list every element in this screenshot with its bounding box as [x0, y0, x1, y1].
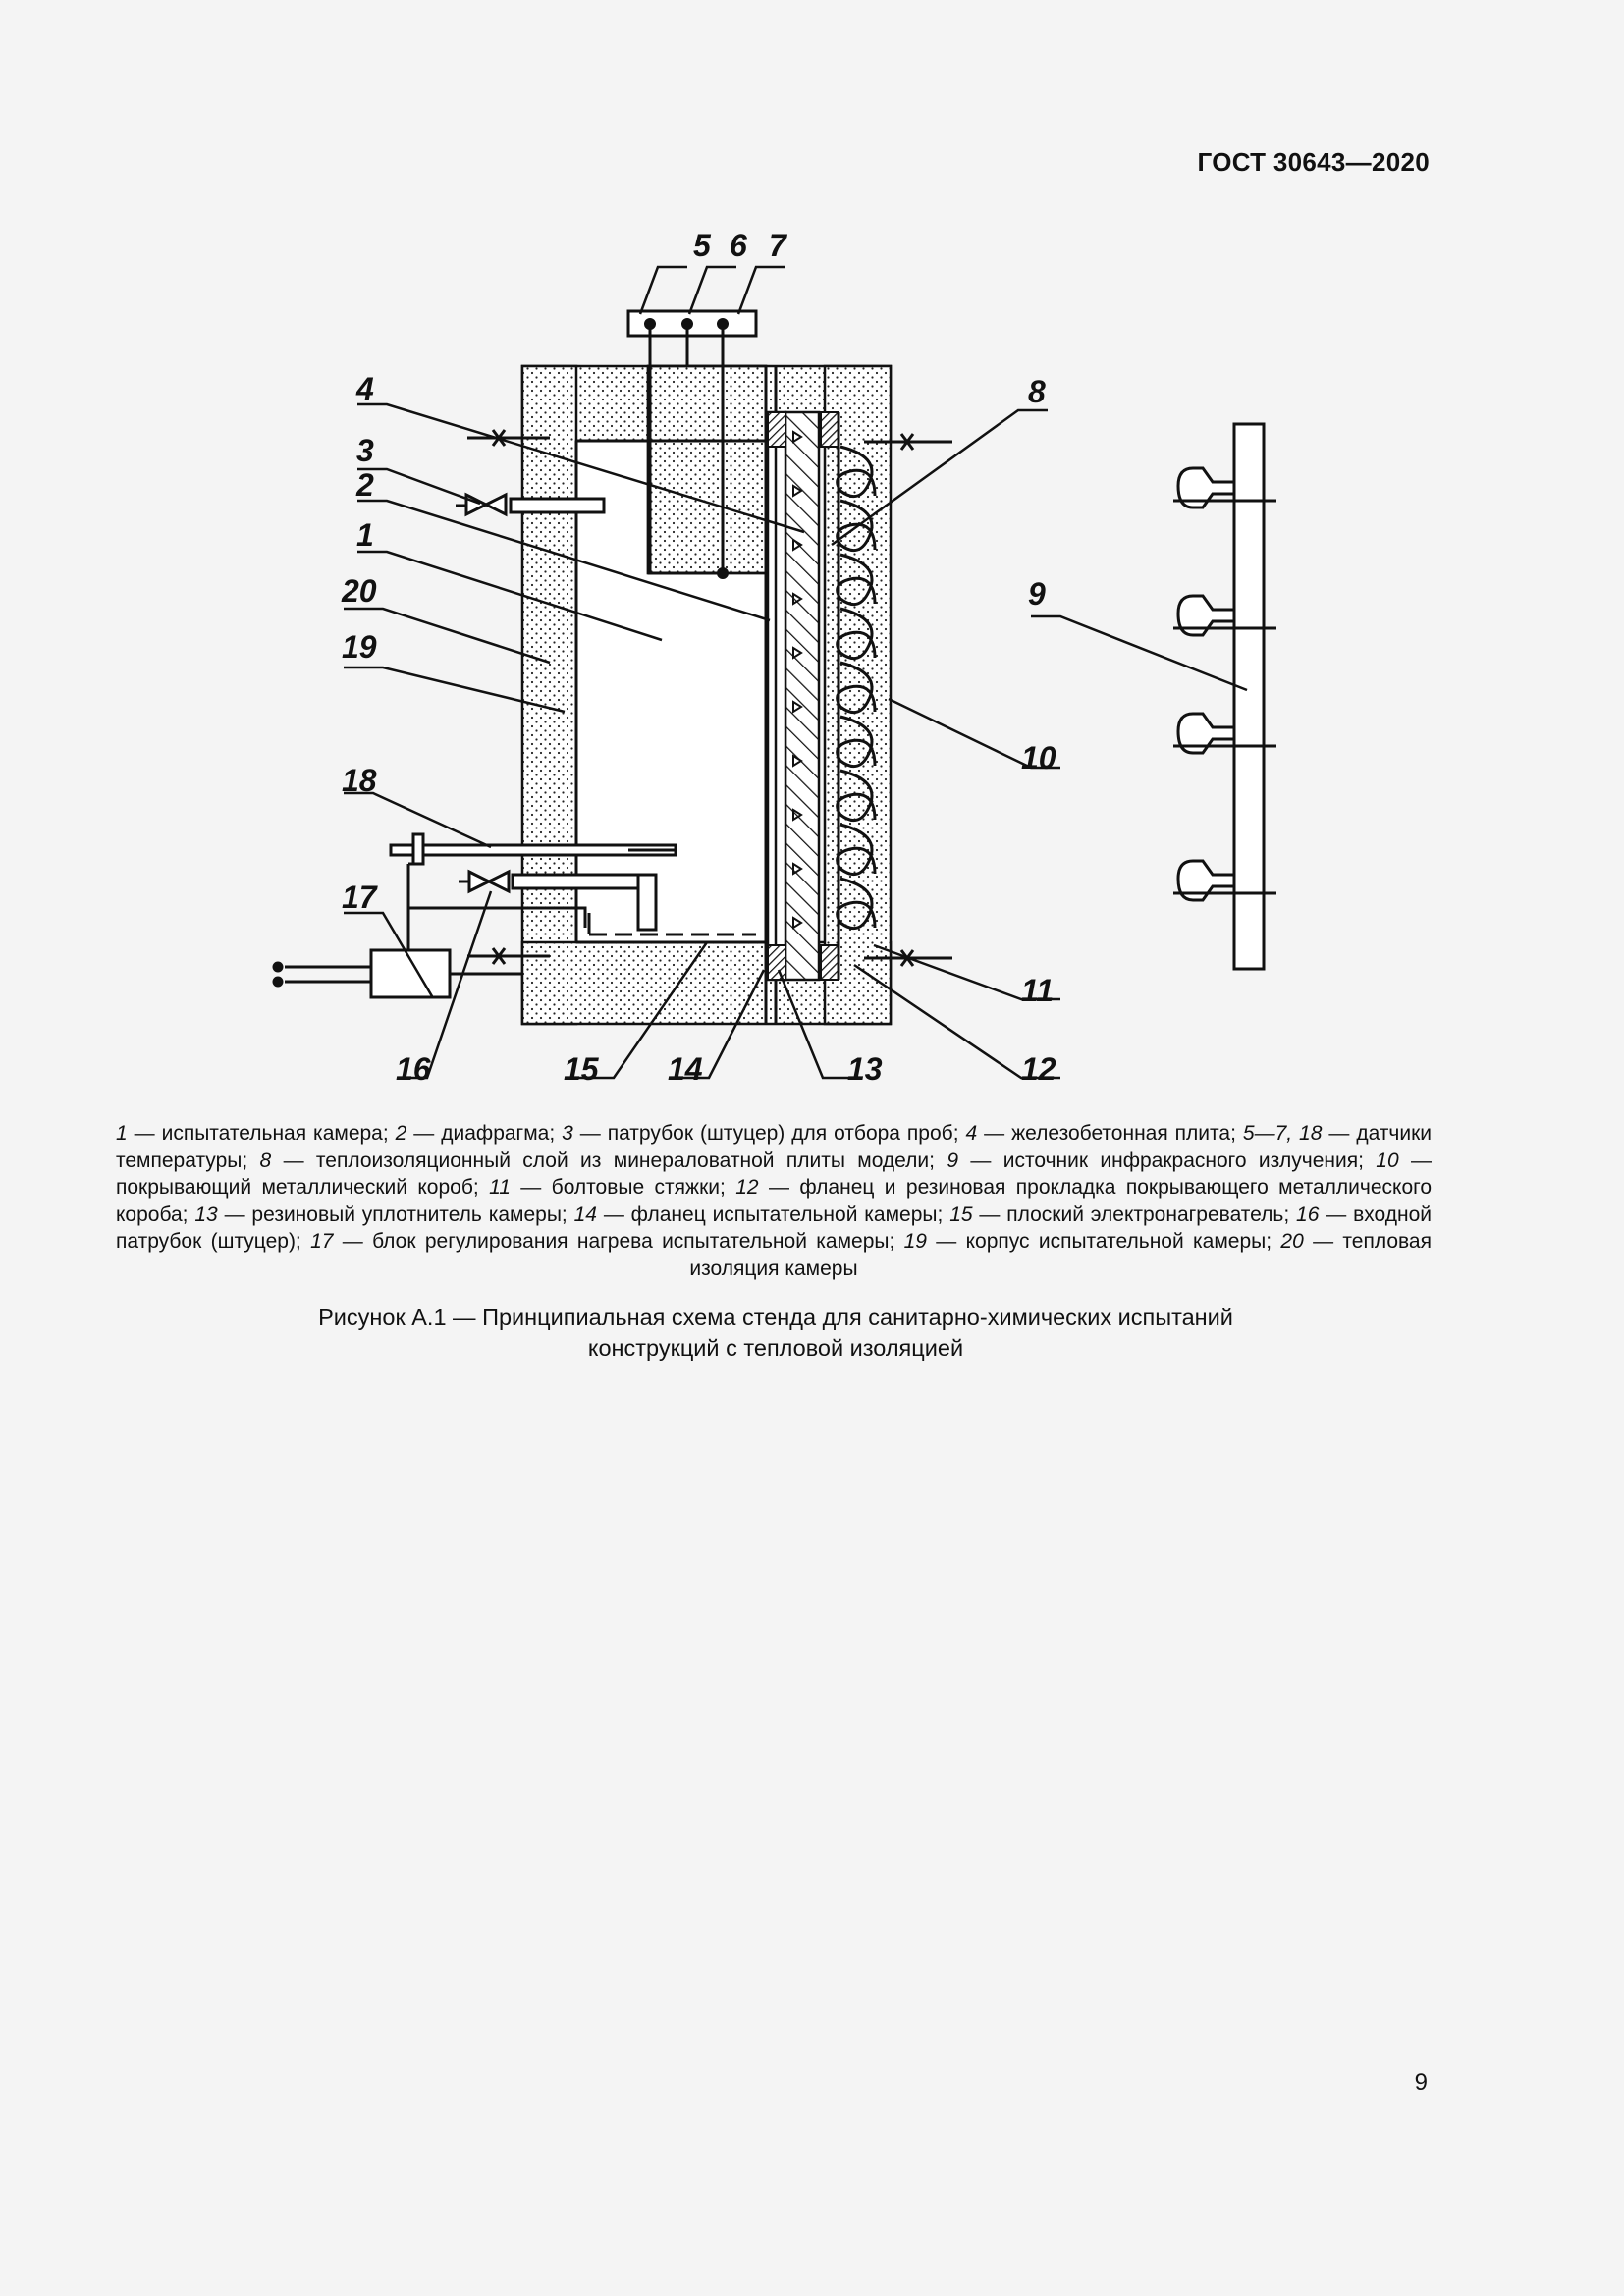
callout-10: 10	[1021, 740, 1056, 775]
callout-1: 1	[356, 517, 374, 553]
legend-item: 19 — корпус испытательной камеры;	[903, 1230, 1281, 1253]
infrared-source	[1173, 424, 1276, 969]
callout-8: 8	[1028, 374, 1046, 409]
callout-7: 7	[769, 228, 786, 263]
test-stand-schematic	[0, 0, 1624, 1099]
callout-20: 20	[342, 573, 377, 609]
callout-3: 3	[356, 433, 374, 468]
callout-14: 14	[668, 1051, 703, 1087]
callout-6: 6	[730, 228, 747, 263]
legend-item: 16 — входной патрубок (штуцер);	[116, 1202, 1432, 1253]
legend-item: 12 — фланец и резиновая прокладка покрывающего металлического короба;	[116, 1176, 1433, 1226]
figure-legend	[116, 1120, 1432, 1282]
callout-19: 19	[342, 629, 377, 665]
callout-15: 15	[564, 1051, 599, 1087]
legend-item: 11 — болтовые стяжки;	[489, 1176, 736, 1199]
callout-17: 17	[342, 880, 377, 915]
document-header: ГОСТ 30643—2020	[1197, 147, 1430, 177]
caption-line-2: конструкций с тепловой изоляцией	[587, 1335, 964, 1361]
legend-item: 15 — плоский электронагреватель;	[949, 1202, 1297, 1226]
legend-item: 3 — патрубок (штуцер) для отбора проб;	[562, 1122, 966, 1145]
sampling-nozzle	[456, 495, 604, 514]
legend-item: 4 — железобетонная плита;	[965, 1122, 1243, 1145]
callout-2: 2	[356, 467, 374, 503]
legend-item: 2 — диафрагма;	[395, 1122, 563, 1145]
callout-4: 4	[356, 371, 374, 406]
page-number: 9	[1414, 2069, 1428, 2096]
legend-item: 13 — резиновый уплотнитель камеры;	[194, 1202, 574, 1226]
legend-item: 10 — покрывающий металлический короб;	[116, 1148, 1432, 1199]
mineral-wool-plate	[768, 412, 819, 980]
legend-item: 8 — теплоизоляционный слой из минераловатной плиты модели;	[259, 1148, 947, 1172]
legend-item: 5—7, 18 — датчики температуры;	[116, 1122, 1433, 1172]
legend-item: 20 — тепловая изоляция камеры	[689, 1230, 1432, 1280]
callout-18: 18	[342, 763, 377, 798]
callout-5: 5	[693, 228, 711, 263]
callout-12: 12	[1021, 1051, 1056, 1087]
callout-16: 16	[396, 1051, 431, 1087]
callout-9: 9	[1028, 576, 1046, 612]
legend-item: 9 — источник инфракрасного излучения;	[947, 1148, 1377, 1172]
legend-item: 14 — фланец испытательной камеры;	[573, 1202, 950, 1226]
callout-13: 13	[847, 1051, 883, 1087]
legend-item: 1 — испытательная камера;	[116, 1122, 396, 1145]
legend-item: 17 — блок регулирования нагрева испытательной камеры;	[310, 1230, 904, 1253]
caption-line-1: Рисунок А.1 — Принципиальная схема стенда для санитарно-химических испытаний	[318, 1305, 1233, 1330]
figure-caption	[0, 1303, 1551, 1363]
callout-11: 11	[1021, 973, 1055, 1008]
